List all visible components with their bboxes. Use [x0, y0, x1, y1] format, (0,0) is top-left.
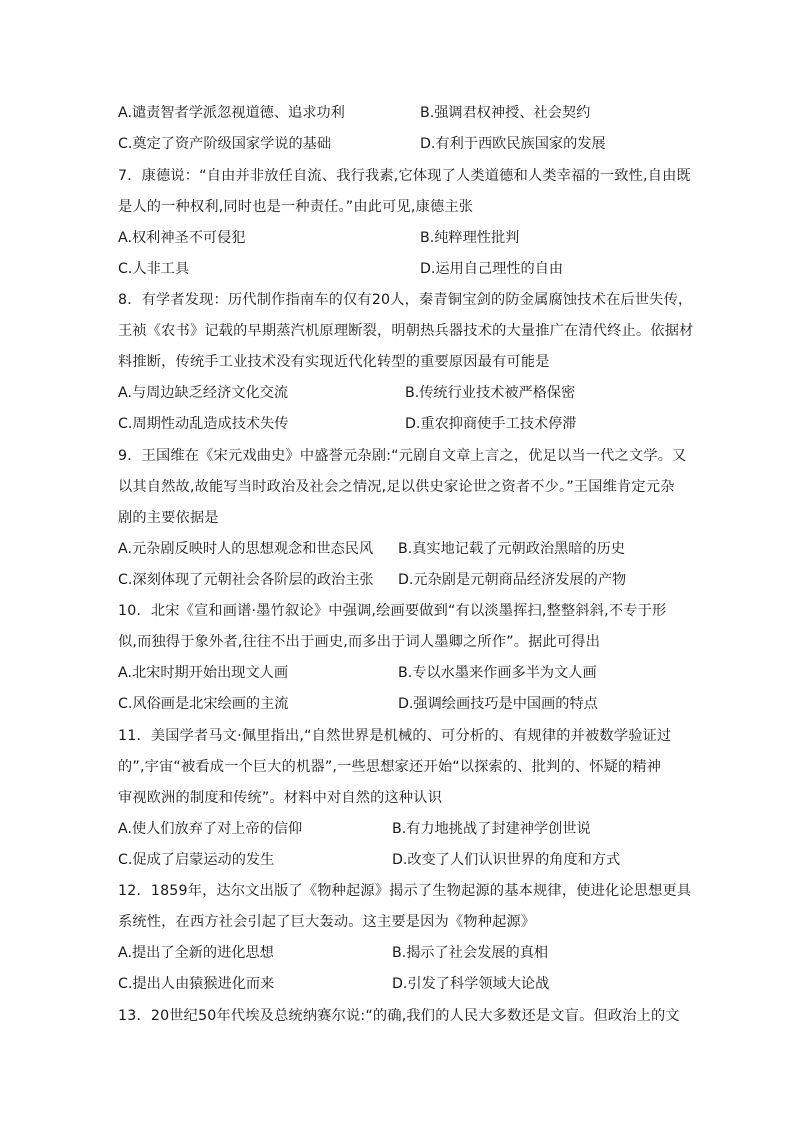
q9-option-a: A.元杂剧反映时人的思想观念和世态民风	[118, 541, 374, 557]
q7-stem-line-2: 是人的一种权利,同时也是一种责任。”由此可见,康德主张	[118, 199, 474, 215]
q10-option-c: C.风俗画是北宋绘画的主流	[118, 696, 289, 712]
q10-option-d: D.强调绘画技巧是中国画的特点	[398, 696, 598, 712]
q7-option-b: B.纯粹理性批判	[420, 230, 520, 246]
q10-stem-line-2: 似,而独得于象外者,往往不出于画史,而多出于词人墨卿之所作”。据此可得出	[118, 634, 601, 650]
q11-option-d: D.改变了人们认识世界的角度和方式	[392, 852, 621, 868]
q7-option-c: C.人非工具	[118, 261, 190, 277]
q8-stem-line-3: 料推断，传统手工业技术没有实现近代化转型的重要原因最有可能是	[118, 354, 550, 370]
q7-option-d: D.运用自己理性的自由	[420, 261, 564, 277]
q6-option-d: D.有利于西欧民族国家的发展	[420, 136, 606, 152]
q12-option-d: D.引发了科学领域大论战	[392, 976, 550, 992]
q6-option-a: A.谴责智者学派忽视道德、追求功利	[118, 105, 345, 121]
q9-option-c: C.深刻体现了元朝社会各阶层的政治主张	[118, 572, 374, 588]
q11-option-a: A.使人们放弃了对上帝的信仰	[118, 821, 303, 837]
q9-stem-line-1: 9．王国维在《宋元戏曲史》中盛誉元杂剧:“元剧自文章上言之，优足以当一代之文学。又	[118, 448, 687, 464]
q11-option-b: B.有力地挑战了封建神学创世说	[392, 821, 591, 837]
q12-stem-line-1: 12．1859年，达尔文出版了《物种起源》揭示了生物起源的基本规律，使进化论思想更具	[118, 883, 692, 899]
q8-option-d: D.重农抑商使手工技术停滞	[405, 416, 577, 432]
q8-option-b: B.传统行业技术被严格保密	[405, 385, 576, 401]
q11-stem-line-1: 11．美国学者马文·佩里指出,“自然世界是机械的、可分析的、有规律的并被数学验证过	[118, 728, 672, 744]
q6-option-b: B.强调君权神授、社会契约	[420, 105, 591, 121]
q12-option-b: B.揭示了社会发展的真相	[392, 945, 549, 961]
q9-option-b: B.真实地记载了元朝政治黑暗的历史	[398, 541, 626, 557]
q11-stem-line-3: 审视欧洲的制度和传统”。材料中对自然的这种认识	[118, 790, 443, 806]
q13-stem-line-1: 13．20世纪50年代埃及总统纳赛尔说:“的确,我们的人民大多数还是文盲。但政治上的文	[118, 1008, 680, 1024]
q8-option-c: C.周期性动乱造成技术失传	[118, 416, 289, 432]
q9-stem-line-3: 剧的主要依据是	[118, 510, 219, 526]
q12-stem-line-2: 系统性，在西方社会引起了巨大轰动。这主要是因为《物种起源》	[118, 914, 536, 930]
q10-stem-line-1: 10．北宋《宣和画谱·墨竹叙论》中强调,绘画要做到“有以淡墨挥扫,整整斜斜,不专于形	[118, 603, 667, 619]
q11-stem-line-2: 的”,宇宙“被看成一个巨大的机器”,一些思想家还开始“以探索的、批判的、怀疑的精神	[118, 759, 662, 775]
q6-option-c: C.奠定了资产阶级国家学说的基础	[118, 136, 332, 152]
q9-option-d: D.元杂剧是元朝商品经济发展的产物	[398, 572, 627, 588]
q12-option-a: A.提出了全新的进化思想	[118, 945, 274, 961]
q7-option-a: A.权利神圣不可侵犯	[118, 230, 246, 246]
q12-option-c: C.提出人由猿猴进化而来	[118, 976, 275, 992]
q10-option-b: B.专以水墨来作画多半为文人画	[398, 665, 597, 681]
q8-stem-line-2: 王祯《农书》记载的早期蒸汽机原理断裂，明朝热兵器技术的大量推广在清代终止。依据材	[118, 323, 694, 339]
q8-stem-line-1: 8．有学者发现：历代制作指南车的仅有20人，秦青铜宝剑的防金属腐蚀技术在后世失传，	[118, 292, 693, 308]
q9-stem-line-2: 以其自然故,故能写当时政治及社会之情况,足以供史家论世之资者不少。”王国维肯定元杂	[118, 479, 675, 495]
q8-option-a: A.与周边缺乏经济文化交流	[118, 385, 289, 401]
q7-stem-line-1: 7．康德说：“自由并非放任自流、我行我素,它体现了人类道德和人类幸福的一致性,自由既	[118, 168, 691, 184]
q10-option-a: A.北宋时期开始出现文人画	[118, 665, 289, 681]
q11-option-c: C.促成了启蒙运动的发生	[118, 852, 275, 868]
